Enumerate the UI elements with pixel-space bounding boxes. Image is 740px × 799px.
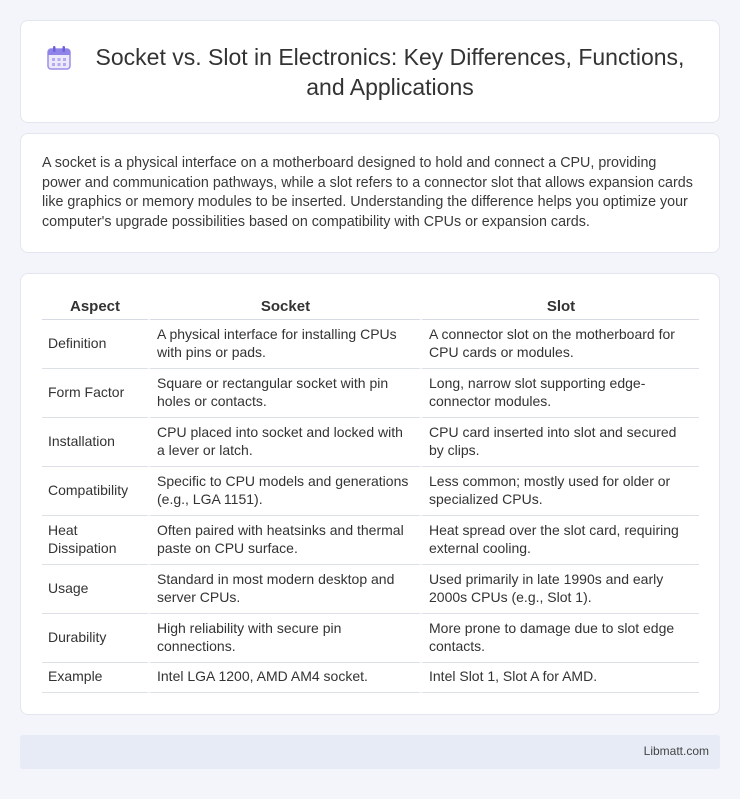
header-aspect: Aspect [42, 296, 148, 320]
cell-aspect: Installation [42, 418, 148, 467]
table-row [42, 467, 699, 516]
title-card [20, 20, 720, 123]
cell-socket: CPU placed into socket and locked with a lever or latch. [148, 418, 420, 467]
footer-brand[interactable]: Libmatt.com [643, 744, 709, 758]
comparison-card [20, 273, 720, 715]
intro-paragraph: A socket is a physical interface on a motherboard designed to hold and connect a CPU, providing power and communication pathways, while a slot refers to a connector slot that allows expansion cards like graphics or memory modules to be inserted. Understanding the difference helps you optimize your computer's upgrade possibilities based on compatibility with CPUs or expansion cards. [42, 155, 693, 230]
cell-socket: High reliability with secure pin connections. [148, 614, 420, 663]
table-row [42, 369, 699, 418]
cell-socket: A physical interface for installing CPUs with pins or pads. [148, 320, 420, 369]
cell-slot: Long, narrow slot supporting edge-connector modules. [420, 369, 699, 418]
cell-slot: Less common; mostly used for older or specialized CPUs. [420, 467, 699, 516]
cell-socket: Standard in most modern desktop and server CPUs. [148, 565, 420, 614]
cell-slot: Intel Slot 1, Slot A for AMD. [420, 663, 699, 693]
cell-slot: A connector slot on the motherboard for CPU cards or modules. [420, 320, 699, 369]
table-row [42, 516, 699, 565]
table-row [42, 614, 699, 663]
cell-slot: CPU card inserted into slot and secured by clips. [420, 418, 699, 467]
footer-bar [20, 735, 720, 769]
table-row [42, 418, 699, 467]
cell-aspect: Example [42, 663, 148, 693]
cell-aspect: Form Factor [42, 369, 148, 418]
cell-socket: Square or rectangular socket with pin holes or contacts. [148, 369, 420, 418]
cell-aspect: Compatibility [42, 467, 148, 516]
cell-socket: Often paired with heatsinks and thermal paste on CPU surface. [148, 516, 420, 565]
title-row [45, 42, 699, 102]
cell-socket: Intel LGA 1200, AMD AM4 socket. [148, 663, 420, 693]
calendar-icon [45, 44, 73, 72]
cell-slot: Heat spread over the slot card, requiring external cooling. [420, 516, 699, 565]
cell-aspect: Heat Dissipation [42, 516, 148, 565]
cell-slot: Used primarily in late 1990s and early 2000s CPUs (e.g., Slot 1). [420, 565, 699, 614]
table-header-row [42, 296, 699, 320]
page-title: Socket vs. Slot in Electronics: Key Differences, Functions, and Applications [95, 44, 685, 100]
cell-aspect: Definition [42, 320, 148, 369]
intro-card [20, 133, 720, 253]
table-row [42, 663, 699, 693]
header-slot: Slot [420, 296, 699, 320]
header-socket: Socket [148, 296, 420, 320]
cell-socket: Specific to CPU models and generations (e.g., LGA 1151). [148, 467, 420, 516]
cell-aspect: Usage [42, 565, 148, 614]
comparison-table [42, 296, 699, 693]
table-row [42, 320, 699, 369]
cell-aspect: Durability [42, 614, 148, 663]
table-row [42, 565, 699, 614]
cell-slot: More prone to damage due to slot edge contacts. [420, 614, 699, 663]
